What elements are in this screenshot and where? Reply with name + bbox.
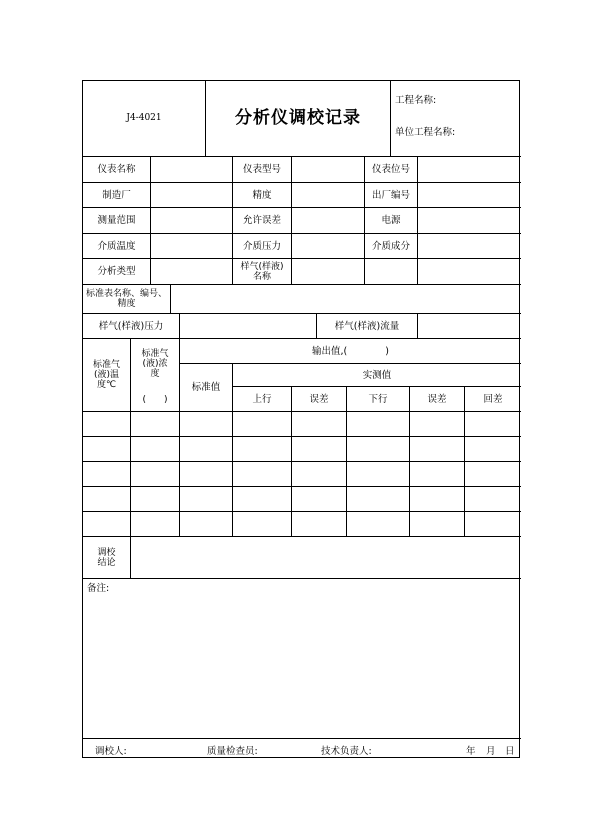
instrument-tag-value[interactable] [418, 157, 521, 183]
table-cell[interactable] [233, 412, 292, 437]
instrument-name-value[interactable] [151, 157, 233, 183]
table-cell[interactable] [410, 512, 465, 537]
conclusion-label: 调校结论 [83, 537, 131, 579]
error-header-1: 误差 [292, 387, 347, 412]
table-cell[interactable] [83, 412, 131, 437]
unit-project-name-label: 单位工程名称: [391, 109, 521, 157]
hysteresis-header: 回差 [465, 387, 521, 412]
table-cell[interactable] [410, 462, 465, 487]
serial-number-label: 出厂编号 [365, 183, 418, 208]
medium-temp-value[interactable] [151, 234, 233, 259]
table-cell[interactable] [233, 437, 292, 462]
instrument-tag-label: 仪表位号 [365, 157, 418, 183]
analysis-type-label: 分析类型 [83, 259, 151, 285]
std-gas-conc-text: 标准气(液)浓度 [141, 349, 169, 379]
table-cell[interactable] [83, 462, 131, 487]
table-cell[interactable] [465, 462, 521, 487]
sample-flow-label: 样气(样液)流量 [317, 314, 418, 339]
instrument-model-value[interactable] [292, 157, 365, 183]
manufacturer-value[interactable] [151, 183, 233, 208]
form-code: J4-4021 [83, 81, 206, 157]
table-cell[interactable] [292, 437, 347, 462]
table-cell[interactable] [410, 412, 465, 437]
table-cell[interactable] [131, 412, 180, 437]
sample-pressure-label: 样气(样液)压力 [83, 314, 180, 339]
notes-label: 备注: [83, 579, 521, 739]
conc-unit: ( ) [142, 395, 168, 405]
form-title: 分析仪调校记录 [206, 81, 391, 157]
manufacturer-label: 制造厂 [83, 183, 151, 208]
table-cell[interactable] [131, 437, 180, 462]
sample-gas-name-label: 样气(样液)名称 [233, 259, 292, 285]
table-cell[interactable] [180, 437, 233, 462]
table-cell[interactable] [233, 512, 292, 537]
medium-composition-value[interactable] [418, 234, 521, 259]
medium-temp-label: 介质温度 [83, 234, 151, 259]
table-cell[interactable] [292, 487, 347, 512]
power-supply-label: 电源 [365, 208, 418, 234]
instrument-name-label: 仪表名称 [83, 157, 151, 183]
table-cell[interactable] [410, 487, 465, 512]
accuracy-label: 精度 [233, 183, 292, 208]
project-name-label: 工程名称: [395, 94, 437, 106]
standard-meter-label: 标准表名称、编号、精度 [83, 285, 171, 314]
serial-number-value[interactable] [418, 183, 521, 208]
table-cell[interactable] [180, 412, 233, 437]
table-cell[interactable] [292, 512, 347, 537]
calibrator-label: 调校人: [95, 746, 127, 757]
table-cell[interactable] [347, 437, 410, 462]
table-cell[interactable] [465, 512, 521, 537]
table-cell[interactable] [233, 487, 292, 512]
tech-lead-label: 技术负责人: [321, 746, 372, 757]
accuracy-value[interactable] [292, 183, 365, 208]
output-value-header: 输出值,( ) [180, 339, 521, 364]
allowable-error-label: 允许误差 [233, 208, 292, 234]
std-gas-temp-header: 标准气(液)温度℃ [83, 339, 131, 412]
sample-flow-value[interactable] [418, 314, 521, 339]
table-cell[interactable] [131, 462, 180, 487]
table-cell[interactable] [347, 462, 410, 487]
instrument-model-label: 仪表型号 [233, 157, 292, 183]
table-cell[interactable] [465, 437, 521, 462]
table-cell[interactable] [347, 487, 410, 512]
error-header-2: 误差 [410, 387, 465, 412]
down-header: 下行 [347, 387, 410, 412]
table-cell[interactable] [465, 487, 521, 512]
table-cell[interactable] [131, 512, 180, 537]
conclusion-value[interactable] [131, 537, 521, 579]
table-cell[interactable] [180, 487, 233, 512]
table-cell[interactable] [347, 512, 410, 537]
blank-cell-2 [418, 259, 521, 285]
medium-composition-label: 介质成分 [365, 234, 418, 259]
table-cell[interactable] [347, 412, 410, 437]
table-cell[interactable] [83, 512, 131, 537]
table-cell[interactable] [131, 487, 180, 512]
table-cell[interactable] [83, 437, 131, 462]
sample-pressure-value[interactable] [180, 314, 317, 339]
year-label: 年 [466, 746, 476, 757]
table-cell[interactable] [410, 437, 465, 462]
power-supply-value[interactable] [418, 208, 521, 234]
standard-value-header: 标准值 [180, 364, 233, 412]
allowable-error-value[interactable] [292, 208, 365, 234]
measured-value-header: 实测值 [233, 364, 521, 387]
table-cell[interactable] [83, 487, 131, 512]
standard-meter-value[interactable] [171, 285, 521, 314]
month-label: 月 [486, 746, 496, 757]
table-cell[interactable] [233, 462, 292, 487]
table-cell[interactable] [465, 412, 521, 437]
qc-inspector-label: 质量检查员: [207, 746, 258, 757]
footer [83, 739, 521, 759]
table-cell[interactable] [180, 462, 233, 487]
blank-cell [365, 259, 418, 285]
day-label: 日 [505, 746, 515, 757]
analysis-type-value[interactable] [151, 259, 233, 285]
up-header: 上行 [233, 387, 292, 412]
table-cell[interactable] [180, 512, 233, 537]
medium-pressure-label: 介质压力 [233, 234, 292, 259]
measuring-range-label: 测量范围 [83, 208, 151, 234]
table-cell[interactable] [292, 412, 347, 437]
table-cell[interactable] [292, 462, 347, 487]
sample-gas-name-value[interactable] [292, 259, 365, 285]
calibration-record-form [82, 80, 520, 758]
std-gas-conc-header [131, 339, 180, 412]
measuring-range-value[interactable] [151, 208, 233, 234]
medium-pressure-value[interactable] [292, 234, 365, 259]
